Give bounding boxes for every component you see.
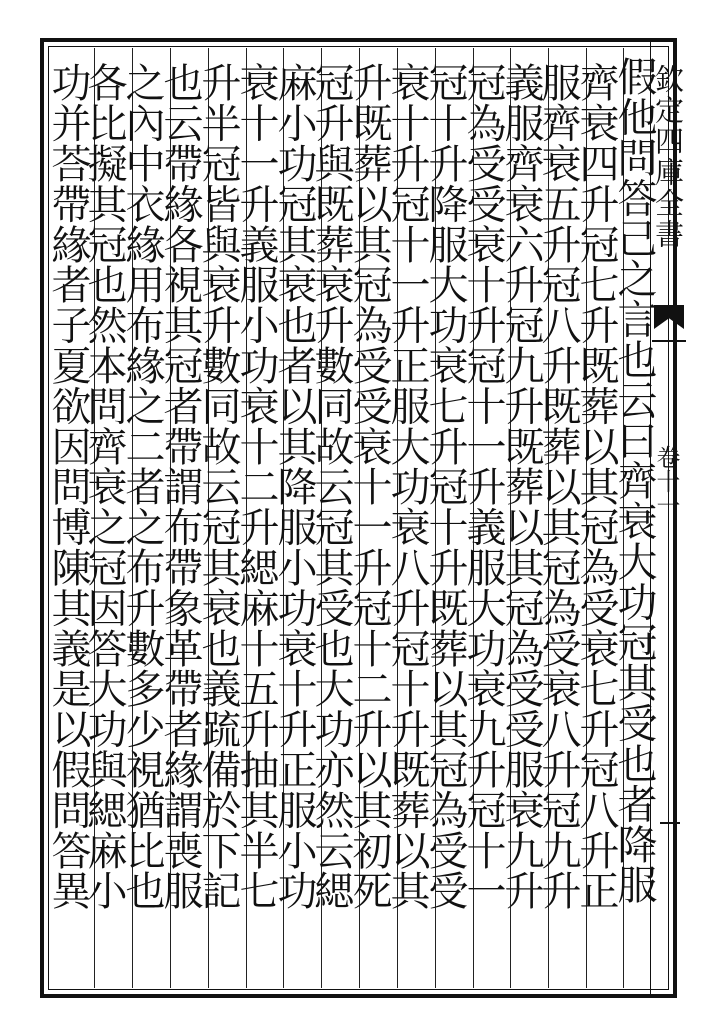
text-column: 麻小功冠其衰也者以其降服小功衰十升正服小功 <box>271 62 317 911</box>
text-column: 升既葬以其冠為受受衰十一升冠十二升以其初死 <box>346 62 392 911</box>
text-column: 假他問答己之言也云曰齊衰大功冠其受也者降服 <box>611 56 657 905</box>
text-column: 服齊衰五升冠八升既葬以其冠為受衰八升冠九升 <box>535 62 581 911</box>
text-column: 義服齊衰六升冠九升既葬以其冠為受受服衰九升 <box>498 62 544 911</box>
text-column: 冠為受受衰十升冠十一升義服大功衰九升冠十一 <box>460 62 506 911</box>
text-column: 衰十一升義服小功衰十二升緦麻十五升抽其半七 <box>233 62 279 911</box>
text-column: 功并荅帶緣者子夏欲因問博陳其義是以假問答異 <box>45 62 91 911</box>
margin-tick <box>660 822 680 824</box>
text-column: 各比擬其冠也然本問齊衰之冠因答大功與緦麻小 <box>81 62 127 911</box>
text-column: 也云帶緣各視其冠者帶謂布帶象革帶者緣謂喪服 <box>157 62 203 911</box>
text-column: 之內中衣緣用布緣之二者之布升數多少視猶比也 <box>119 62 165 911</box>
book-title: 欽定四庫全書 <box>651 64 685 250</box>
volume-label: 卷十一 <box>652 445 680 517</box>
text-column: 齊衰四升冠七升既葬以其冠為受衰七升冠八升正 <box>573 62 619 911</box>
text-column: 冠升與既葬衰升數同故云冠其受也大功亦然云緦 <box>308 62 354 911</box>
text-column: 冠十升降服大功衰七升冠十升既葬以其冠為受受 <box>422 62 468 911</box>
text-column: 升半冠皆與衰升數同故云冠其衰也義䟽備於下記 <box>195 62 241 911</box>
text-column: 衰十升冠十一升正服大功衰八升冠十升既葬以其 <box>384 62 430 911</box>
